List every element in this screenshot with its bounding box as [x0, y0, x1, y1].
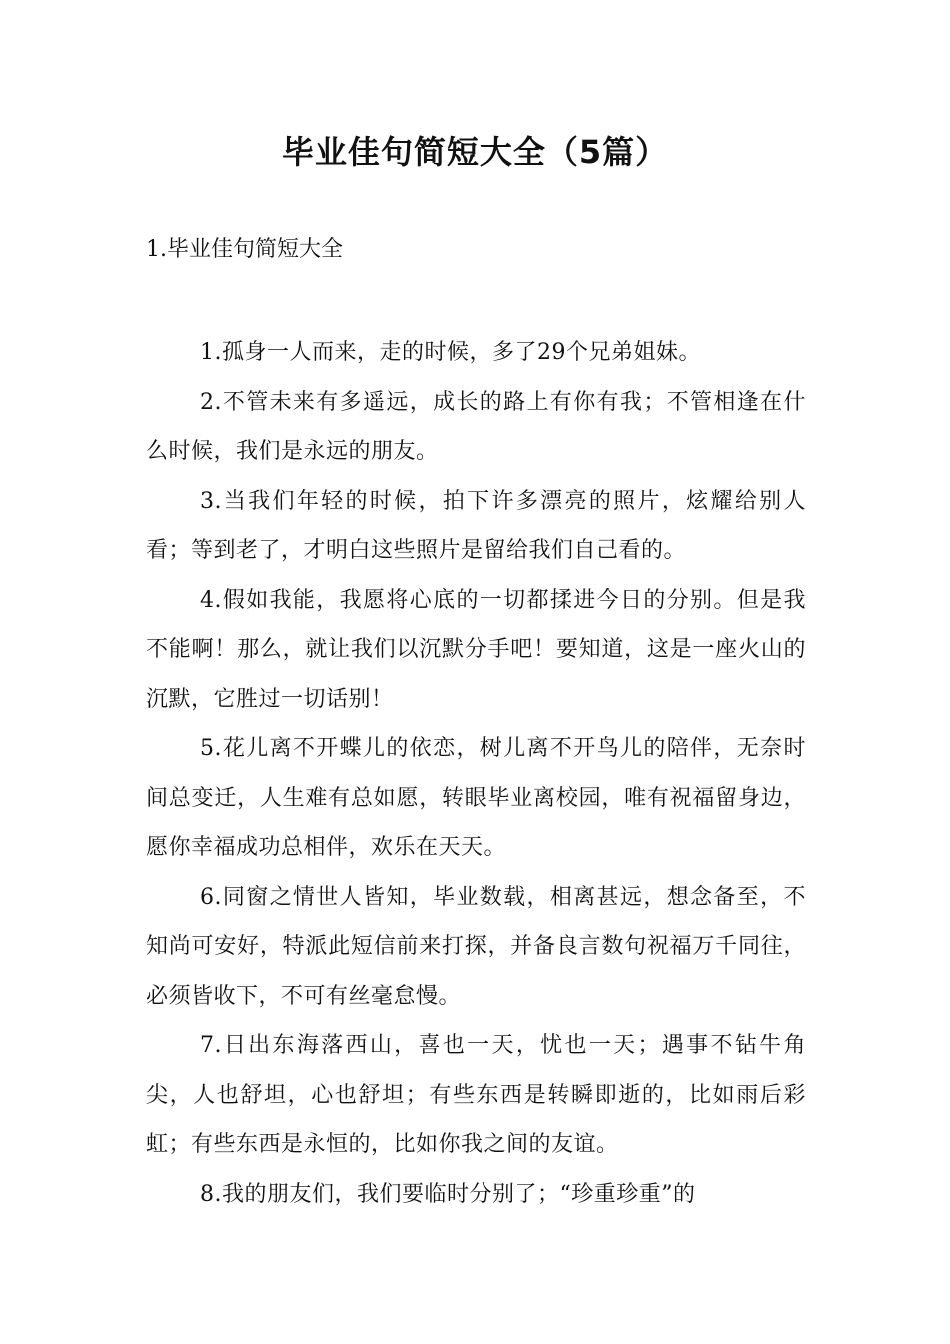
paragraph: 2.不管未来有多遥远，成长的路上有你有我；不管相逢在什么时候，我们是永远的朋友。 [146, 389, 806, 464]
paragraph: 8.我的朋友们，我们要临时分别了；“珍重珍重”的 [200, 1181, 696, 1207]
paragraph: 6.同窗之情世人皆知，毕业数载，相离甚远，想念备至，不知尚可安好，特派此短信前来打探，并备良言数句祝福万千同往，必须皆收下，不可有丝毫怠慢。 [146, 884, 806, 1009]
paragraph: 7.日出东海落西山，喜也一天，忧也一天；遇事不钻牛角尖，人也舒坦，心也舒坦；有些东西是转瞬即逝的，比如雨后彩虹；有些东西是永恒的，比如你我之间的友谊。 [146, 1033, 806, 1157]
paragraph: 5.花儿离不开蝶儿的依恋，树儿离不开鸟儿的陪伴，无奈时间总变迁，人生难有总如愿，转眼毕业离校园，唯有祝福留身边，愿你幸福成功总相伴，欢乐在天天。 [146, 736, 806, 860]
paragraph: 1.孤身一人而来，走的时候，多了29个兄弟姐妹。 [200, 340, 701, 365]
paragraph: 3.当我们年轻的时候，拍下许多漂亮的照片，炫耀给别人看；等到老了，才明白这些照片是留给我们自己看的。 [146, 488, 806, 563]
section-heading: 1.毕业佳句简短大全 [146, 237, 343, 262]
document-title: 毕业佳句简短大全（5篇） [281, 133, 669, 171]
document-body [146, 328, 806, 1219]
paragraph: 4.假如我能，我愿将心底的一切都揉进今日的分别。但是我不能啊！那么，就让我们以沉默分手吧！要知道，这是一座火山的沉默，它胜过一切话别！ [146, 587, 806, 712]
